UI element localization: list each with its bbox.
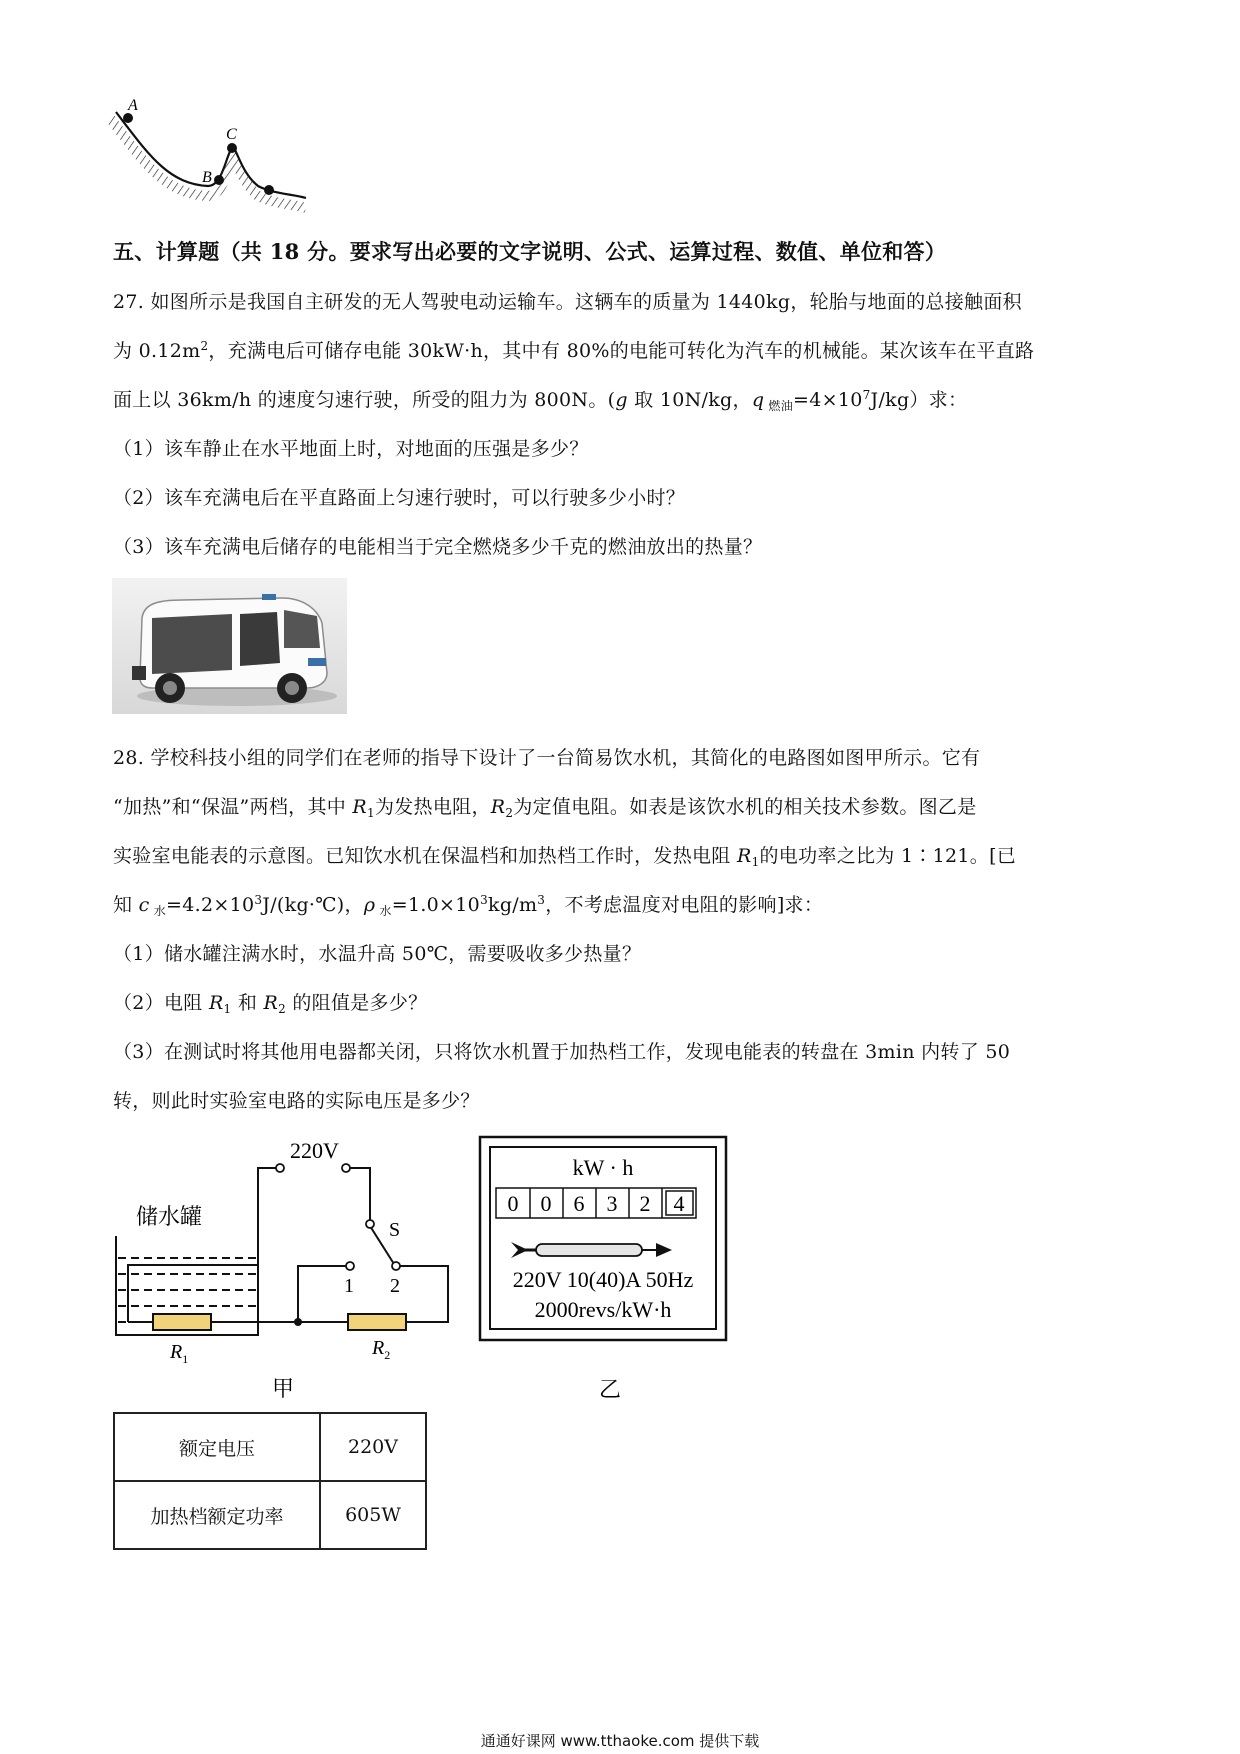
meter-rating: 220V 10(40)A 50Hz: [512, 1267, 694, 1292]
table-cell-label: 额定电压: [114, 1413, 320, 1481]
caption-jia: 甲: [272, 1377, 295, 1400]
q27-sub2: （2）该车充满电后在平直路面上匀速行驶时，可以行驶多少小时？: [113, 487, 686, 509]
r1-label: $R_1$: [170, 1341, 189, 1366]
track-figure: [108, 94, 308, 224]
autonomous-vehicle-image: [112, 578, 347, 714]
label-a: A: [128, 97, 138, 114]
energy-meter: [478, 1135, 738, 1405]
switch-pos-2: 2: [390, 1275, 400, 1297]
meter-constant: 2000revs/kW·h: [534, 1297, 672, 1322]
meter-digit: 6: [573, 1191, 585, 1216]
q28-sub3-line1: （3）在测试时将其他用电器都关闭，只将饮水机置于加热档工作，发现电能表的转盘在 3min 内转了 50: [113, 1041, 1011, 1063]
meter-digit: 3: [606, 1191, 618, 1216]
q27-line3: 面上以 36km/h 的速度匀速行驶，所受的阻力为 800N。(g 取 10N/kg，q $_{燃油}=4\times 10^7J/kg$）求：: [113, 388, 968, 413]
switch-pos-1: 1: [344, 1275, 354, 1297]
meter-digit: 4: [673, 1191, 685, 1216]
q28-line1: 28. 学校科技小组的同学们在老师的指导下设计了一台简易饮水机，其简化的电路图如图甲所示。它有: [113, 747, 981, 769]
label-b: B: [202, 169, 212, 186]
q28-sub3-line2: 转，则此时实验室电路的实际电压是多少？: [113, 1090, 480, 1112]
meter-digits: [496, 1188, 696, 1218]
q28-line3: 实验室电能表的示意图。已知饮水机在保温档和加热档工作时，发热电阻 $R_1$的电功率之比为 1∶121。[已: [113, 845, 1017, 869]
label-c: C: [226, 126, 237, 143]
section-heading: 五、计算题（共 18 分。要求写出必要的文字说明、公式、运算过程、数值、单位和答）: [113, 239, 947, 264]
meter-digit: 0: [540, 1191, 552, 1216]
page-footer: 通通好课网 www.tthaoke.com 提供下载: [480, 1732, 760, 1750]
tank-label: 储水罐: [136, 1205, 203, 1230]
table-cell-label: 加热档额定功率: [114, 1481, 320, 1549]
q28-line2: “加热”和“保温”两档，其中 $R_1$为发热电阻，$R_2$为定值电阻。如表是该饮水机的相关技术参数。图乙是: [113, 796, 977, 820]
meter-digit: 0: [507, 1191, 519, 1216]
circuit-diagram: [108, 1140, 468, 1400]
q28-line4: 知 c $_水=4.2\times 10^3J/(kg\cdot℃)$，ρ $_水=1.0\times 10^3kg/m^3$，不考虑温度对电阻的影响]求：: [113, 893, 824, 918]
table-row: [114, 1413, 426, 1481]
table-row: [114, 1481, 426, 1549]
q28-sub1: （1）储水罐注满水时，水温升高 50℃，需要吸收多少热量？: [113, 943, 642, 965]
caption-yi: 乙: [598, 1378, 622, 1403]
voltage-label: 220V: [290, 1140, 339, 1163]
q27-sub1: （1）该车静止在水平地面上时，对地面的压强是多少？: [113, 438, 589, 460]
meter-disc-arrow: [511, 1242, 672, 1258]
params-table: [113, 1412, 427, 1550]
table-cell-value: 605W: [320, 1481, 426, 1549]
table-cell-value: 220V: [320, 1413, 426, 1481]
switch-label: S: [389, 1219, 401, 1241]
q27-line2: 为 $0.12m^2$，充满电后可储存电能 30kW·h，其中有 80%的电能可转化为汽车的机械能。某次该车在平直路: [113, 339, 1035, 362]
q28-sub2: （2）电阻 $R_1$ 和 $R_2$ 的阻值是多少？: [113, 992, 428, 1016]
q27-line1: 27. 如图所示是我国自主研发的无人驾驶电动运输车。这辆车的质量为 1440kg，轮胎与地面的总接触面积: [113, 291, 1022, 313]
q27-sub3: （3）该车充满电后储存的电能相当于完全燃烧多少千克的燃油放出的热量？: [113, 536, 763, 558]
meter-digit: 2: [639, 1191, 651, 1216]
meter-unit: kW · h: [572, 1155, 634, 1180]
r2-label: $R_2$: [372, 1337, 391, 1362]
